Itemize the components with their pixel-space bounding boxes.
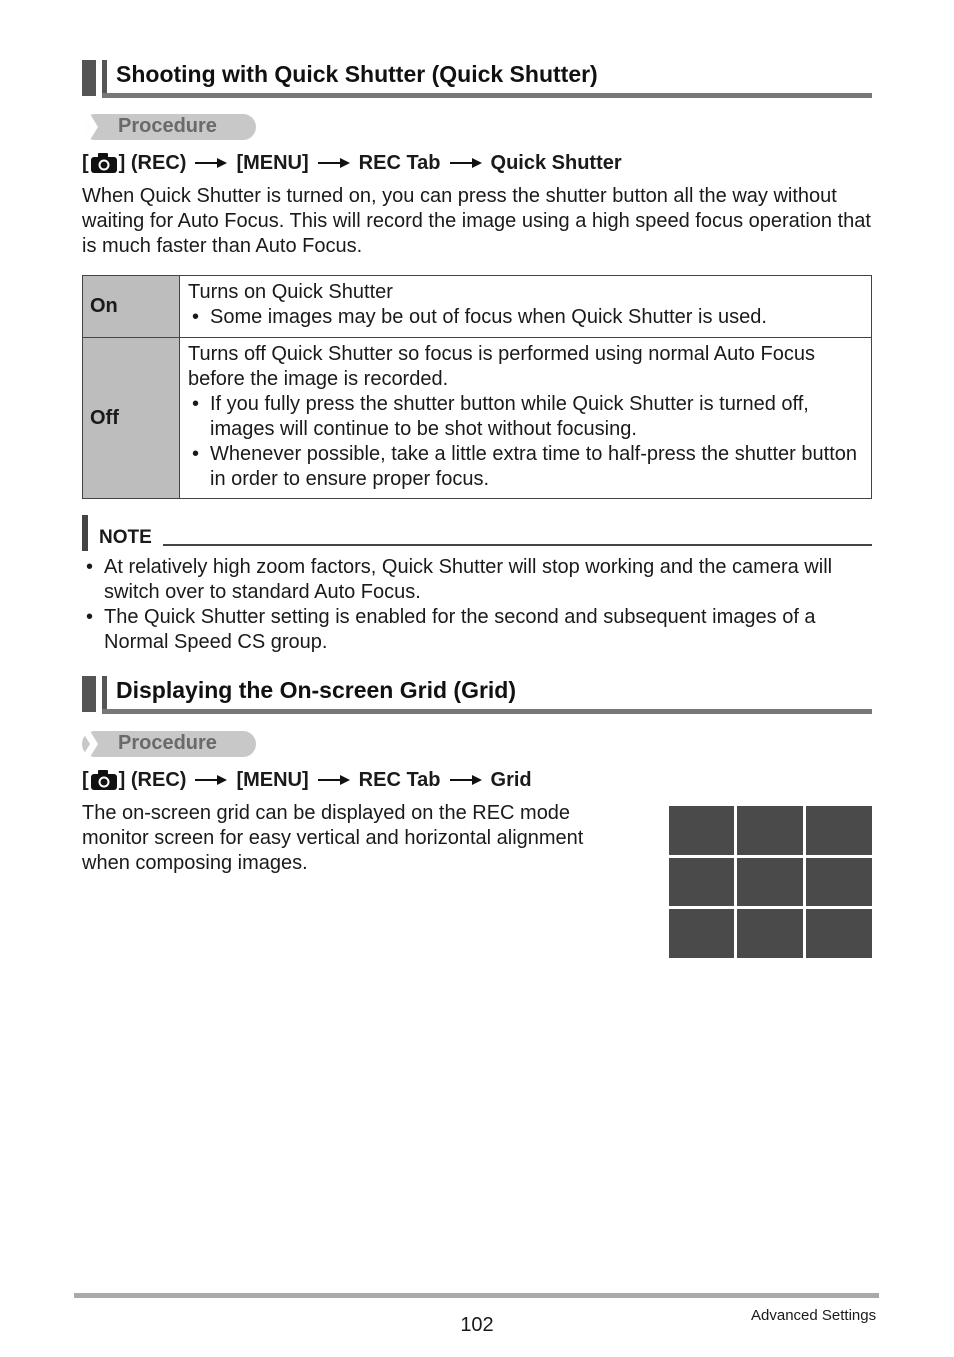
list-item: • If you fully press the shutter button while Quick Shutter is turned off, images will continue to be shot without focusing. <box>188 392 863 442</box>
arrow-right-icon <box>450 157 482 169</box>
menu-path: [ ] (REC) [MENU] REC Tab Grid <box>82 768 532 791</box>
procedure-chevron-icon <box>82 731 108 757</box>
table-row <box>83 338 872 499</box>
arrow-right-icon <box>195 157 227 169</box>
camera-icon <box>90 769 118 791</box>
section-heading-quick-shutter <box>82 60 872 98</box>
menu-path: [ ] (REC) [MENU] REC Tab Quick Shutter <box>82 151 622 174</box>
table-row <box>83 276 872 338</box>
note-list <box>82 555 874 655</box>
grid-lines <box>669 806 872 958</box>
arrow-right-icon <box>318 157 350 169</box>
grid-screen-image <box>669 806 872 958</box>
list-item: • The Quick Shutter setting is enabled for the second and subsequent images of a Normal Speed CS group. <box>82 605 874 655</box>
arrow-right-icon <box>318 774 350 786</box>
intro-paragraph: The on-screen grid can be displayed on the REC mode monitor screen for easy vertical and horizontal alignment when composing images. <box>82 802 584 874</box>
camera-icon <box>90 152 118 174</box>
note-bar <box>82 515 88 551</box>
arrow-right-icon <box>450 774 482 786</box>
option-key: Off <box>83 338 180 499</box>
heading-rule <box>102 93 872 98</box>
option-description: Turns off Quick Shutter so focus is performed using normal Auto Focus before the image is recorded. • If you fully press the shutter button while Quick Shutter is turned off, images will continue to be shot without focusing. • Whenever possible, take a little extra time to half-press the shutter button in order to ensure proper focus. <box>180 338 872 499</box>
list-item: • Some images may be out of focus when Quick Shutter is used. <box>188 305 863 330</box>
footer-rule <box>74 1293 879 1298</box>
section-title: Displaying the On-screen Grid (Grid) <box>116 677 517 703</box>
list-item: • At relatively high zoom factors, Quick Shutter will stop working and the camera will switch over to standard Auto Focus. <box>82 555 874 605</box>
list-item: • Whenever possible, take a little extra time to half-press the shutter button in order to ensure proper focus. <box>188 442 863 492</box>
page-number: 102 <box>460 1314 494 1336</box>
heading-bar <box>102 60 107 96</box>
section-title: Shooting with Quick Shutter (Quick Shutter) <box>116 61 598 87</box>
procedure-label: Procedure <box>82 731 256 757</box>
intro-paragraph: When Quick Shutter is turned on, you can press the shutter button all the way without waiting for Auto Focus. This will record the image using a high speed focus operation that is much faster than Auto Focus. <box>82 185 871 257</box>
section-heading-grid <box>82 676 872 714</box>
note-rule <box>163 544 872 546</box>
option-description: Turns on Quick Shutter • Some images may be out of focus when Quick Shutter is used. <box>180 276 872 338</box>
arrow-right-icon <box>195 774 227 786</box>
options-table <box>82 275 872 499</box>
procedure-label: Procedure <box>82 114 256 140</box>
footer-section-name: Advanced Settings <box>751 1307 877 1324</box>
heading-bar <box>82 60 96 96</box>
option-key: On <box>83 276 180 338</box>
heading-bar <box>82 676 96 712</box>
note-label: NOTE <box>99 527 152 548</box>
procedure-chevron-icon <box>82 114 108 140</box>
heading-bar <box>102 676 107 712</box>
heading-rule <box>102 709 872 714</box>
